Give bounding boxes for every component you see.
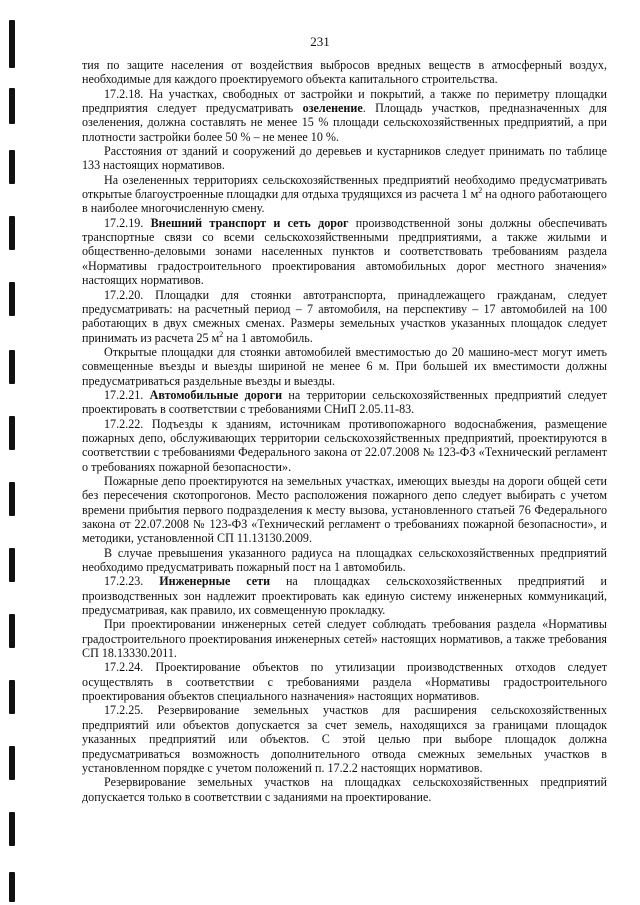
text-run: 17.2.19. <box>104 215 151 230</box>
text-run: на площадках сельскохозяйственных предприятий и производственных зон надлежит проектировать как единую систему инженерных коммуникаций, предусматривая, как правило, их совмещенную прокладку. <box>82 574 608 618</box>
paragraph <box>82 58 607 87</box>
paragraph <box>82 617 607 660</box>
paragraph <box>82 173 607 216</box>
superscript: 2 <box>219 329 224 339</box>
paragraph <box>82 345 607 388</box>
paragraph <box>82 574 607 617</box>
binding-mark <box>9 416 15 450</box>
text-run: 17.2.21. <box>104 387 150 402</box>
text-run: 17.2.25. Резервирование земельных участков для расширения сельскохозяйственных предприятий или объектов допускается за счет земель, находящихся за границами площадок указанных предприятий или объектов. С этой целью при выборе площадок должна предусматриваться возможность дополнительного отвода смежных земельных участков в установленном порядке с учетом положений п. 17.2.2 настоящих нормативов. <box>82 703 607 775</box>
text-run: . Площадь участков, предназначенных для озеленения, должна составлять не менее 15 % площади сельскохозяйственных предприятий, а при плотности застройки более 50 % – не менее 10 %. <box>82 101 607 144</box>
text-run: на территории сельскохозяйственных предприятий следует проектировать в соответствии с требованиями СНиП 2.05.11-83. <box>82 387 607 417</box>
paragraph <box>82 660 607 703</box>
text-run: на 1 автомобиль. <box>223 330 313 345</box>
bold-term: Автомобильные дороги <box>149 387 283 402</box>
text-run: Пожарные депо проектируются на земельных участках, имеющих выезды на дороги общей сети без пересечения скотопрогонов. Место расположения пожарного депо следует выбирать с учетом времени прибытия первого подразделения к месту вызова, установленного статьей 76 Федерального закона от 22.07.2008 № 123-ФЗ «Технический регламент о требованиях пожарной безопасности», и методики, установленной СП 11.13130.2009. <box>82 473 607 546</box>
paragraph <box>82 144 607 173</box>
paragraph <box>82 417 607 474</box>
text-run: производственной зоны должны обеспечивать транспортные связи со всеми сельскохозяйственными предприятиями, а также жилыми и общественно-деловыми зонами населенных пунктов и соответствовать требованиям раздела «Нормативы градостроительного проектирования автомобильных дорог местного значения» настоящих нормативов. <box>82 215 607 288</box>
binding-mark <box>9 216 15 250</box>
text-run: Резервирование земельных участков на площадках сельскохозяйственных предприятий допускается только в соответствии с заданиями на проектирование. <box>82 775 607 804</box>
bold-term: озеленение <box>302 101 363 116</box>
paragraph <box>82 87 607 144</box>
text-run: Расстояния от зданий и сооружений до деревьев и кустарников следует принимать по таблице 133 настоящих нормативов. <box>82 144 607 173</box>
bold-term: Инженерные сети <box>159 574 271 589</box>
text-run: 17.2.18. На участках, свободных от застройки и покрытий, а также по периметру площадки предприятия следует предусматривать <box>82 86 607 116</box>
text-run: В случае превышения указанного радиуса на площадках сельскохозяйственных предприятий необходимо предусматривать пожарный пост на 1 автомобиль. <box>82 545 607 575</box>
text-run: 17.2.23. <box>104 574 160 589</box>
text-run: 17.2.20. Площадки для стоянки автотранспорта, принадлежащего гражданам, следует предусматривать: на расчетный период – 7 автомобиля, на перспективу – 17 автомобилей на 100 работающих в двух смежных сменах. Размеры земельных участков указанных площадок следует принимать из расчета 25 м <box>82 287 607 345</box>
binding-mark <box>9 614 15 648</box>
superscript: 2 <box>478 186 483 196</box>
binding-mark <box>9 88 15 124</box>
page-number: 231 <box>310 34 330 49</box>
paragraph <box>82 703 607 775</box>
paragraph <box>82 388 607 417</box>
binding-mark <box>9 746 15 780</box>
text-run: На озелененных территориях сельскохозяйственных предприятий необходимо предусматривать открытые благоустроенные площадки для отдыха трудящихся из расчета 1 м <box>82 172 607 202</box>
binding-mark <box>9 872 15 902</box>
binding-mark <box>9 482 15 516</box>
text-run: При проектировании инженерных сетей следует соблюдать требования раздела «Нормативы градостроительного проектирования инженерных сетей» настоящих нормативов, а также требования СП 18.13330.2011. <box>82 617 607 661</box>
binding-mark <box>9 350 15 384</box>
body-text <box>82 58 607 804</box>
paragraph <box>82 288 607 345</box>
bold-term: Внешний транспорт и сеть дорог <box>150 215 349 230</box>
text-run: на одного работающего в наиболее многочисленную смену. <box>82 187 607 216</box>
paragraph <box>82 775 607 804</box>
paragraph <box>82 216 607 288</box>
binding-mark <box>9 812 15 846</box>
text-run: 17.2.24. Проектирование объектов по утилизации производственных отходов следует осуществлять в соответствии с требованиями раздела «Нормативы градостроительного проектирования объектов специального назначения» настоящих нормативов. <box>82 660 607 704</box>
paragraph <box>82 474 607 546</box>
text-run: Открытые площадки для стоянки автомобилей вместимостью до 20 машино-мест могут иметь совмещенные въезды и выезды шириной не менее 6 м. При большей их вместимости должны предусматриваться раздельные въезды и выезды. <box>82 344 607 388</box>
text-run: тия по защите населения от воздействия выбросов вредных веществ в атмосферный воздух, необходимые для каждого проектируемого объекта капитального строительства. <box>82 58 607 87</box>
binding-mark <box>9 282 15 316</box>
text-run: 17.2.22. Подъезды к зданиям, источникам противопожарного водоснабжения, размещение пожарных депо, обслуживающих территории сельскохозяйственных предприятий, проектируются в соответствии с требованиями Федерального закона от 22.07.2008 № 123-ФЗ «Технический регламент о требованиях пожарной безопасности». <box>82 416 607 474</box>
binding-mark <box>9 680 15 714</box>
paragraph <box>82 546 607 575</box>
binding-mark <box>9 548 15 582</box>
binding-mark <box>9 150 15 184</box>
